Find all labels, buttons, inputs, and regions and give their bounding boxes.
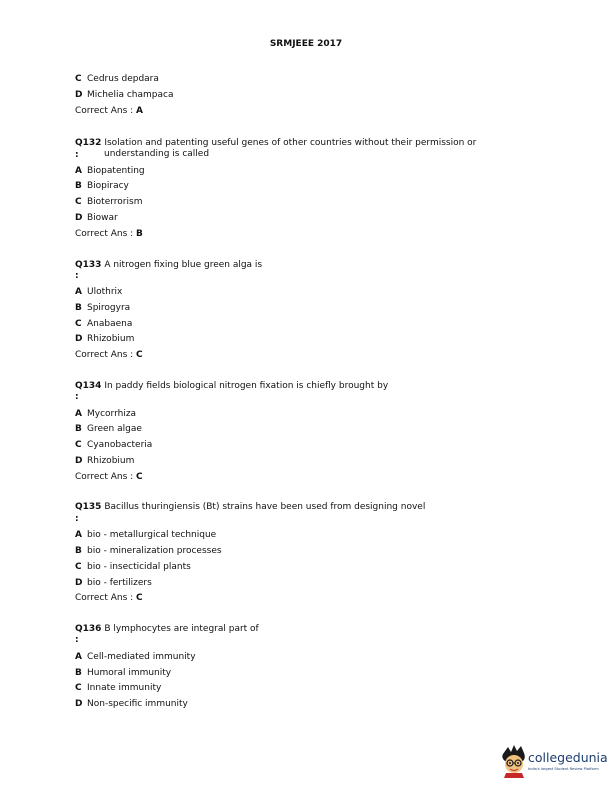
option-d: D Non-specific immunity [75,699,188,709]
question-136: Q136 B lymphocytes are integral part of [75,624,259,634]
question-135: Q135 Bacillus thuringiensis (Bt) strains have been used from designing novel [75,502,426,512]
question-133: Q133 A nitrogen fixing blue green alga is [75,260,263,270]
option-c: C Cyanobacteria [75,440,153,450]
question-colon: : [75,392,79,402]
correct-answer: Correct Ans : B [75,229,143,239]
option-b: B Biopiracy [75,181,129,191]
option-a: A Biopatenting [75,166,145,176]
option-a: A Ulothrix [75,287,123,297]
option-a: A Cell-mediated immunity [75,652,196,662]
option-d: D Rhizobium [75,456,135,466]
option-c: C Anabaena [75,319,133,329]
correct-answer: Correct Ans : C [75,593,143,603]
page-title: SRMJEEE 2017 [269,39,343,49]
option-c: C bio - insecticidal plants [75,562,191,572]
question-132: Q132 Isolation and patenting useful genes of other countries without their permission or [75,138,477,148]
option-a: A Mycorrhiza [75,409,137,419]
option-d: D Biowar [75,213,118,223]
mascot-icon [500,744,528,778]
option-b: B bio - mineralization processes [75,546,222,556]
option-c: C Innate immunity [75,683,162,693]
option-c: C Cedrus depdara [75,74,159,84]
option-a: A bio - metallurgical technique [75,530,217,540]
correct-answer: Correct Ans : A [75,106,143,116]
logo-tagline: India's largest Student Review Platform [528,767,599,771]
option-b: B Spirogyra [75,303,131,313]
question-134: Q134 In paddy fields biological nitrogen fixation is chiefly brought by [75,381,389,391]
correct-answer: Correct Ans : C [75,350,143,360]
option-d: D Rhizobium [75,334,135,344]
option-b: B Humoral immunity [75,668,172,678]
question-colon: : [75,514,79,524]
question-colon: : [75,635,79,645]
option-d: D bio - fertilizers [75,578,152,588]
logo-wordmark: collegedunia [528,750,608,765]
option-b: B Green algae [75,424,142,434]
question-132-cont: understanding is called [104,149,210,159]
collegedunia-logo [500,744,608,780]
question-colon: : [75,271,79,281]
correct-answer: Correct Ans : C [75,472,143,482]
question-colon: : [75,150,79,160]
option-d: D Michelia champaca [75,90,174,100]
option-c: C Bioterrorism [75,197,143,207]
